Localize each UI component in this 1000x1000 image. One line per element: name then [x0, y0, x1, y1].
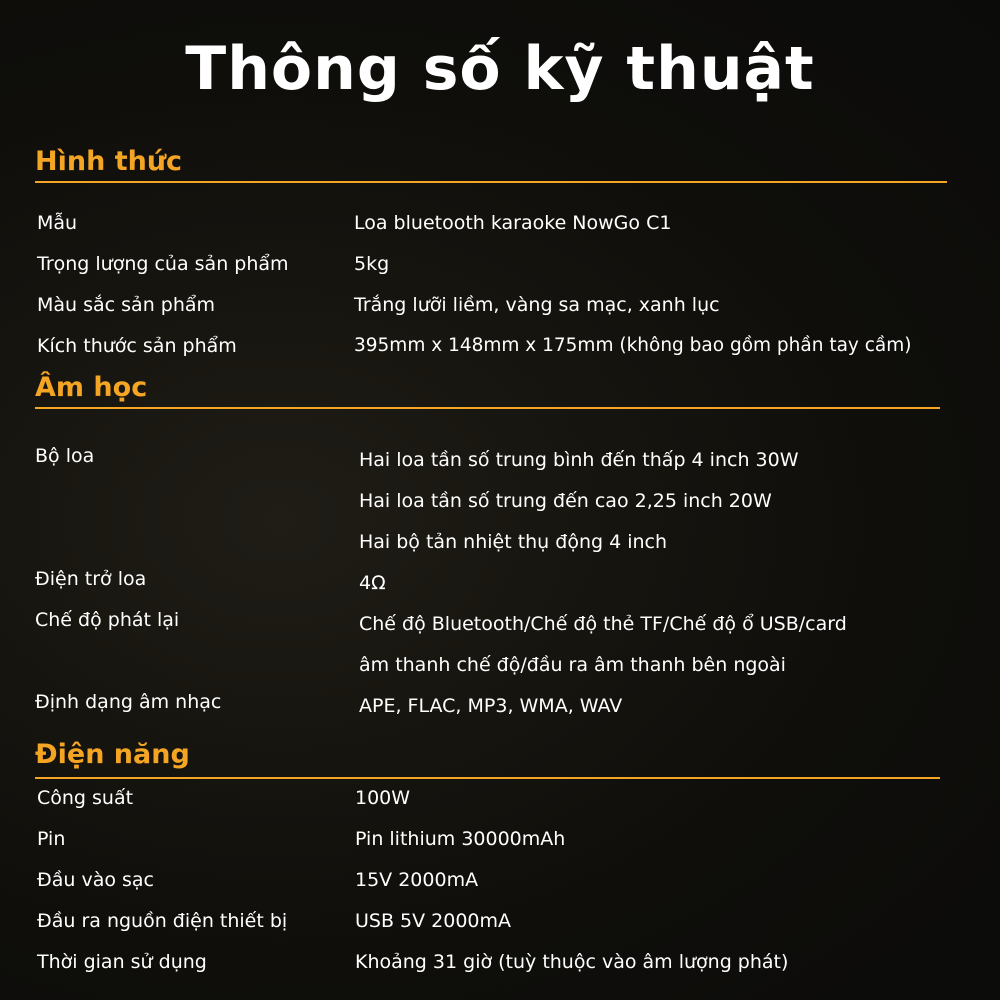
spec-label-mau: Mẫu	[37, 212, 78, 234]
section-heading-hinh-thuc: Hình thức	[35, 146, 183, 177]
spec-value-dau-ra-nguon: USB 5V 2000mA	[355, 910, 512, 932]
spec-label-bo-loa: Bộ loa	[35, 445, 95, 467]
spec-value-dau-vao-sac: 15V 2000mA	[355, 869, 479, 891]
spec-label-thoi-gian: Thời gian sử dụng	[37, 951, 207, 973]
spec-value-bo-loa-2: Hai loa tần số trung đến cao 2,25 inch 20W	[359, 490, 772, 512]
spec-label-mau-sac: Màu sắc sản phẩm	[37, 294, 216, 316]
page-title: Thông số kỹ thuật	[185, 34, 815, 104]
spec-label-pin: Pin	[37, 828, 66, 850]
spec-value-bo-loa-3: Hai bộ tản nhiệt thụ động 4 inch	[359, 531, 668, 553]
section-heading-am-hoc: Âm học	[35, 372, 148, 403]
spec-value-pin: Pin lithium 30000mAh	[355, 828, 566, 850]
spec-value-thoi-gian: Khoảng 31 giờ (tuỳ thuộc vào âm lượng phát)	[355, 951, 789, 973]
spec-value-cong-suat: 100W	[355, 787, 411, 809]
section-heading-dien-nang: Điện năng	[35, 739, 190, 770]
spec-label-dinh-dang: Định dạng âm nhạc	[35, 691, 222, 713]
spec-value-trong-luong: 5kg	[354, 253, 390, 275]
spec-value-che-do-phat-2: âm thanh chế độ/đầu ra âm thanh bên ngoài	[359, 654, 786, 676]
spec-label-dau-ra-nguon: Đầu ra nguồn điện thiết bị	[37, 910, 288, 932]
spec-value-kich-thuoc: 395mm x 148mm x 175mm (không bao gồm phần tay cầm)	[354, 335, 912, 356]
spec-value-mau: Loa bluetooth karaoke NowGo C1	[354, 212, 672, 234]
spec-label-che-do-phat: Chế độ phát lại	[35, 609, 180, 631]
spec-value-bo-loa-1: Hai loa tần số trung bình đến thấp 4 inch 30W	[359, 449, 799, 471]
section-divider-am-hoc	[35, 407, 940, 409]
spec-label-kich-thuoc: Kích thước sản phẩm	[37, 335, 237, 357]
spec-label-dien-tro: Điện trở loa	[35, 568, 147, 590]
section-divider-hinh-thuc	[35, 181, 947, 183]
spec-label-trong-luong: Trọng lượng của sản phẩm	[37, 253, 289, 275]
spec-value-mau-sac: Trắng lưỡi liềm, vàng sa mạc, xanh lục	[354, 294, 720, 316]
section-divider-dien-nang	[35, 777, 940, 779]
spec-label-cong-suat: Công suất	[37, 787, 134, 809]
spec-value-dien-tro: 4Ω	[359, 572, 386, 594]
spec-value-che-do-phat-1: Chế độ Bluetooth/Chế độ thẻ TF/Chế độ ổ USB/card	[359, 613, 847, 635]
spec-value-dinh-dang: APE, FLAC, MP3, WMA, WAV	[359, 695, 623, 717]
spec-label-dau-vao-sac: Đầu vào sạc	[37, 869, 154, 891]
